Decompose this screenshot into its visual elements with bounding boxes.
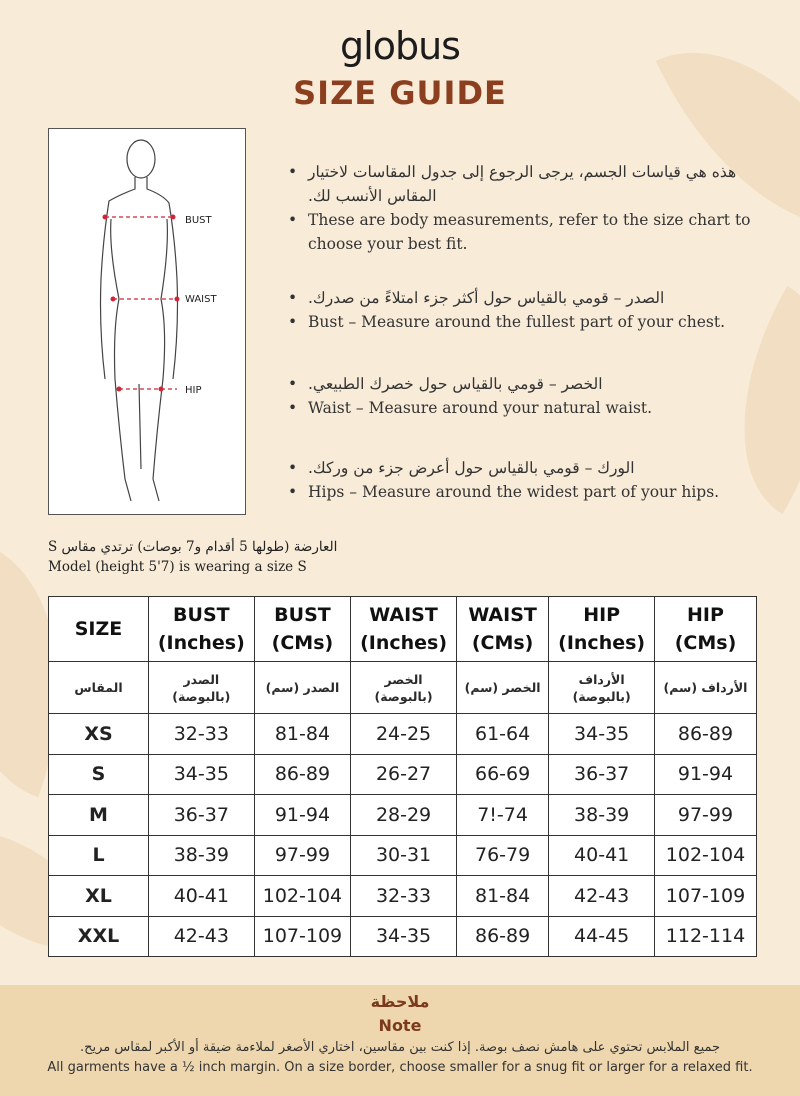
measurement-cell: 24-25 [351,714,457,755]
measurement-cell: 61-64 [456,714,548,755]
measurement-cell: 34-35 [149,754,255,795]
table-row [49,714,757,755]
measurement-cell: 81-84 [456,876,548,917]
measurement-cell: 30-31 [351,835,457,876]
note-title-ar: ملاحظة [370,992,430,1011]
column-header-line: HIP [583,604,621,626]
measurement-cell: 28-29 [351,795,457,836]
instruction-ar: • هذه هي قياسات الجسم، يرجى الرجوع إلى جدول المقاسات لاختيار المقاس الأنسب لك. [288,160,758,208]
waist-label: WAIST [185,294,217,305]
waist-ar: • الخصر – قومي بالقياس حول خصرك الطبيعي. [288,372,758,396]
column-header [254,597,351,662]
measurement-cell: 102-104 [254,876,351,917]
measurement-cell: 86-89 [654,714,756,755]
measurement-cell: 81-84 [254,714,351,755]
measurement-cell: 66-69 [456,754,548,795]
column-header-arabic-line: الصدر [183,671,220,687]
hips-en: • Hips – Measure around the widest part of your hips. [288,480,758,504]
table-row [49,754,757,795]
measurement-cell: 86-89 [456,916,548,957]
measurement-cell: 42-43 [549,876,655,917]
column-header-arabic [549,662,655,714]
table-row [49,916,757,957]
measurement-cell: 97-99 [254,835,351,876]
column-header-line: (Inches) [157,632,245,654]
measurement-cell: 91-94 [654,754,756,795]
measurement-cell: 40-41 [549,835,655,876]
size-cell: M [49,795,149,836]
column-header-arabic-line: (بالبوصة) [374,688,433,704]
size-cell: XL [49,876,149,917]
column-header-arabic [254,662,351,714]
bust-label: BUST [185,215,212,226]
column-header-line: BUST [173,604,230,626]
column-header-line: WAIST [468,604,537,626]
column-header-line: (CMs) [471,632,534,654]
column-header-arabic [351,662,457,714]
column-header-line: HIP [687,604,724,626]
size-cell: L [49,835,149,876]
measurement-cell: 32-33 [149,714,255,755]
column-header-arabic-line: الخصر [384,671,423,687]
column-header-line: (CMs) [271,632,334,654]
measurement-cell: 102-104 [654,835,756,876]
table-row [49,835,757,876]
measurement-cell: 38-39 [549,795,655,836]
bust-block [288,286,758,334]
measurement-cell: 97-99 [654,795,756,836]
measurement-cell: 44-45 [549,916,655,957]
column-header-line: (Inches) [360,632,448,654]
size-cell: XS [49,714,149,755]
model-info-en: Model (height 5'7) is wearing a size S [48,559,307,575]
column-header-arabic-line: (بالبوصة) [572,688,631,704]
measurement-cell: 34-35 [549,714,655,755]
body-silhouette [101,140,178,501]
column-header [549,597,655,662]
page-title: SIZE GUIDE [293,74,507,112]
column-header-line: (CMs) [674,632,737,654]
table-row [49,876,757,917]
instruction-en: • These are body measurements, refer to the size chart to choose your best fit. [288,208,758,256]
column-header [456,597,548,662]
measurement-cell: 42-43 [149,916,255,957]
size-cell: S [49,754,149,795]
column-header-arabic [456,662,548,714]
model-info [48,537,337,577]
column-header [149,597,255,662]
size-cell: XXL [49,916,149,957]
note-section [0,985,800,1096]
column-header-arabic [149,662,255,714]
column-header-arabic-line: الخصر (سم) [464,680,541,695]
measurement-cell: 32-33 [351,876,457,917]
instruction-block [288,160,758,256]
column-header-arabic-line: الصدر (سم) [265,680,340,695]
measurement-cell: 7!-74 [456,795,548,836]
column-header-arabic [654,662,756,714]
header-row-arabic [49,662,757,714]
column-header-arabic [49,662,149,714]
measurement-cell: 112-114 [654,916,756,957]
note-title-en: Note [378,1016,422,1035]
column-header-arabic-line: المقاس [74,680,123,695]
waist-en: • Waist – Measure around your natural waist. [288,396,758,420]
measurement-cell: 91-94 [254,795,351,836]
note-text-en: All garments have a ½ inch margin. On a size border, choose smaller for a snug fit or larger for a relaxed fit. [47,1060,753,1075]
body-measurement-figure [48,128,246,515]
measurement-cell: 107-109 [654,876,756,917]
hips-ar: • الورك – قومي بالقياس حول أعرض جزء من وركك. [288,456,758,480]
measurement-cell: 86-89 [254,754,351,795]
measurement-cell: 76-79 [456,835,548,876]
measurement-cell: 34-35 [351,916,457,957]
column-header-line: SIZE [74,618,123,640]
column-header [654,597,756,662]
brand-logo: globus [340,24,460,68]
measurement-cell: 107-109 [254,916,351,957]
column-header-line: WAIST [369,604,438,626]
table-row [49,795,757,836]
measurement-cell: 38-39 [149,835,255,876]
column-header-line: (Inches) [558,632,646,654]
size-chart-table [48,596,757,957]
hip-label: HIP [185,385,202,396]
column-header-line: BUST [274,604,331,626]
column-header [49,597,149,662]
bust-ar: • الصدر – قومي بالقياس حول أكثر جزء امتلاءً من صدرك. [288,286,758,310]
note-text-ar: جميع الملابس تحتوي على هامش نصف بوصة. إذا كنت بين مقاسين، اختاري الأصغر لملاءمة ضيقة أو الأكبر لمقاس مريح. [79,1040,721,1055]
column-header-arabic-line: الأرداف (سم) [663,680,748,695]
column-header-arabic-line: (بالبوصة) [172,688,231,704]
column-header [351,597,457,662]
header-row [49,597,757,662]
measurement-cell: 36-37 [549,754,655,795]
bust-en: • Bust – Measure around the fullest part of your chest. [288,310,758,334]
measurement-cell: 40-41 [149,876,255,917]
column-header-arabic-line: الأرداف [578,671,625,687]
waist-block [288,372,758,420]
hips-block [288,456,758,504]
measurement-cell: 26-27 [351,754,457,795]
measurement-cell: 36-37 [149,795,255,836]
model-info-ar: العارضة (طولها 5 أقدام و7 بوصات) ترتدي مقاس S [48,539,338,555]
